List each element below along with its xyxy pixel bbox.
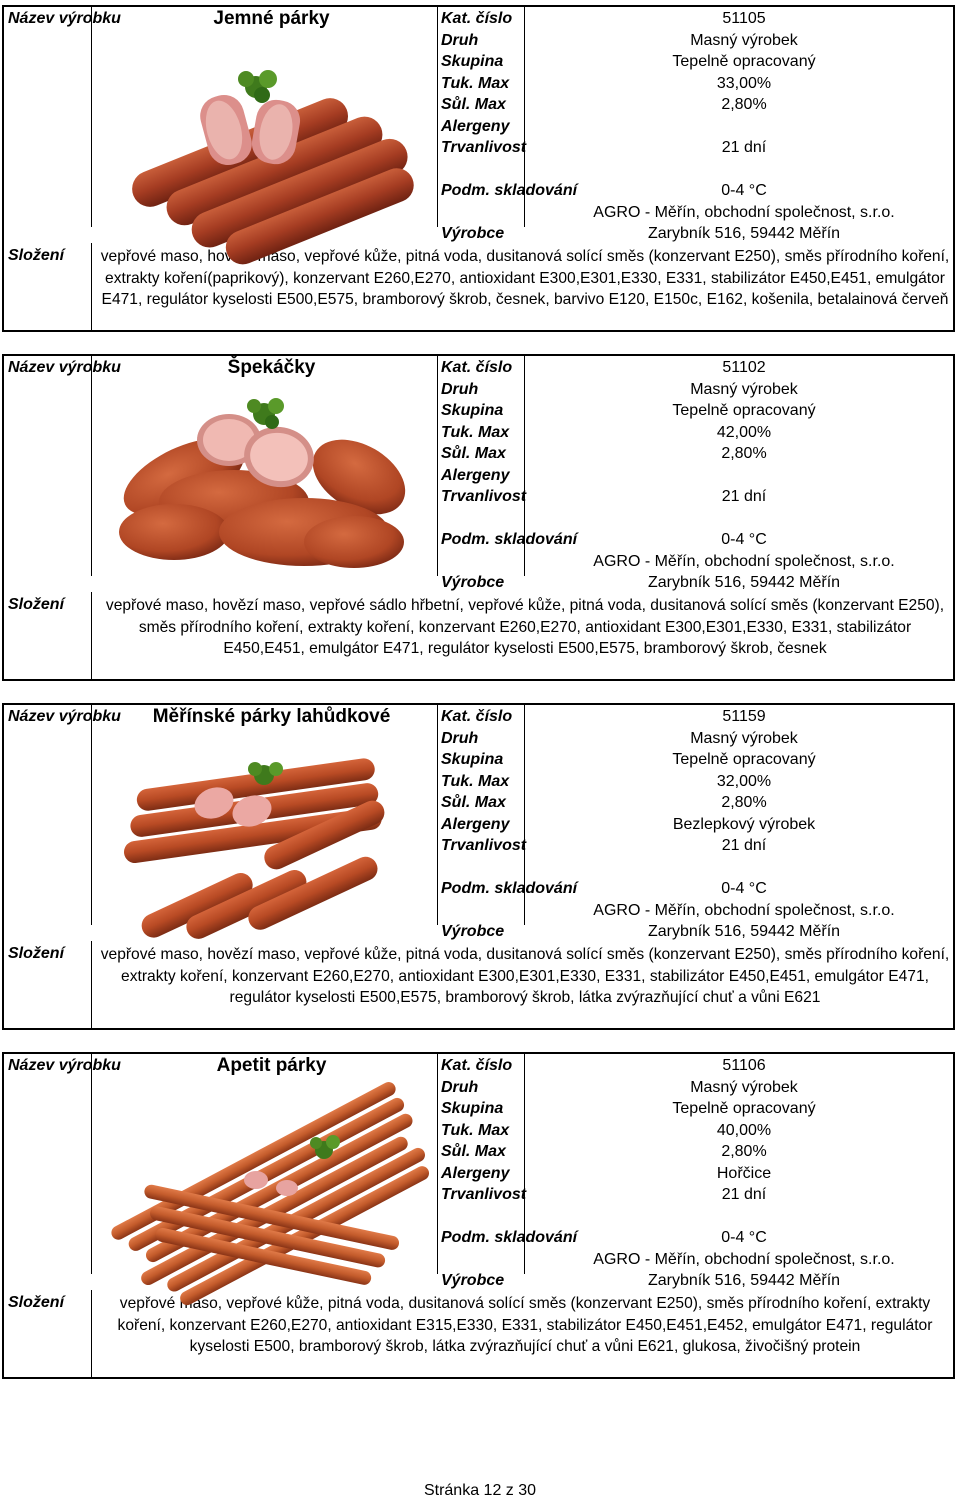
product-name-label: Název výrobku	[8, 1057, 121, 1074]
type-label: Druh	[441, 730, 479, 747]
product-photo	[114, 753, 414, 928]
catalog-number-label: Kat. číslo	[441, 10, 513, 27]
product-title: Apetit párky	[216, 1055, 327, 1076]
salt-label: Sůl. Max	[441, 445, 506, 462]
shelf-life-value: 21 dní	[721, 139, 767, 156]
product-name-label: Název výrobku	[8, 359, 121, 376]
ingredients-label: Složení	[8, 1294, 65, 1311]
manufacturer-address: Zarybník 516, 59442 Měřín	[647, 225, 841, 242]
type-label: Druh	[441, 1079, 479, 1096]
allergens-label: Alergeny	[441, 118, 510, 135]
storage-label: Podm. skladování	[441, 880, 578, 897]
manufacturer-label: Výrobce	[441, 923, 505, 940]
allergens-value: Hořčice	[716, 1165, 772, 1182]
product-name-label: Název výrobku	[8, 708, 121, 725]
catalog-number: 51105	[722, 10, 766, 27]
fat-label: Tuk. Max	[441, 773, 510, 790]
product-name-label: Název výrobku	[8, 10, 121, 27]
shelf-life-label: Trvanlivost	[441, 1186, 527, 1203]
catalog-number: 51159	[722, 708, 766, 725]
storage-label: Podm. skladování	[441, 1229, 578, 1246]
group-label: Skupina	[441, 402, 504, 419]
ingredients-text: vepřové maso, hovězí maso, vepřové sádlo hřbetní, vepřové kůže, pitná voda, dusitanová solící směs (konzervant E250), směs přírodního koření, extrakty koření, konzervant E260,E270, antioxidant E300,E301,E330, E331, stabilizátor E450,E451, emulgátor E471, regulátor kyselosti E500,E575, bramborový škrob, česnek	[105, 597, 945, 657]
salt-value: 2,80%	[721, 445, 767, 462]
manufacturer-address: Zarybník 516, 59442 Měřín	[647, 1272, 841, 1289]
type-label: Druh	[441, 381, 479, 398]
group-value: Tepelně opracovaný	[672, 751, 816, 768]
fat-value: 33,00%	[716, 75, 772, 92]
manufacturer-label: Výrobce	[441, 225, 505, 242]
storage-value: 0-4 °C	[721, 1229, 767, 1246]
manufacturer-label: Výrobce	[441, 574, 505, 591]
shelf-life-label: Trvanlivost	[441, 488, 527, 505]
storage-label: Podm. skladování	[441, 182, 578, 199]
allergens-label: Alergeny	[441, 816, 510, 833]
shelf-life-label: Trvanlivost	[441, 837, 527, 854]
group-value: Tepelně opracovaný	[672, 1100, 816, 1117]
manufacturer-address: Zarybník 516, 59442 Měřín	[647, 574, 841, 591]
group-label: Skupina	[441, 53, 504, 70]
manufacturer-name: AGRO - Měřín, obchodní společnost, s.r.o.	[593, 902, 895, 919]
allergens-label: Alergeny	[441, 467, 510, 484]
salt-label: Sůl. Max	[441, 794, 506, 811]
ingredients-label: Složení	[8, 945, 65, 962]
storage-value: 0-4 °C	[721, 531, 767, 548]
salt-value: 2,80%	[721, 794, 767, 811]
fat-label: Tuk. Max	[441, 1122, 510, 1139]
ingredients-text: vepřové maso, hovězí maso, vepřové kůže, pitná voda, dusitanová solící směs (konzervant E250), směs přírodního koření, extrakty koření(paprikový), konzervant E260,E270, antioxidant E300,E301,E330, E331, stabilizátor E450,E451, emulgátor E471, regulátor kyselosti E500,E575, bramborový škrob, česnek, barvivo E120, E150c, E162, košenila, betalainová červeň	[100, 248, 950, 308]
ingredients-label: Složení	[8, 596, 65, 613]
fat-value: 32,00%	[716, 773, 772, 790]
manufacturer-name: AGRO - Měřín, obchodní společnost, s.r.o.	[593, 204, 895, 221]
group-label: Skupina	[441, 751, 504, 768]
salt-label: Sůl. Max	[441, 96, 506, 113]
catalog-number: 51106	[722, 1057, 766, 1074]
manufacturer-name: AGRO - Měřín, obchodní společnost, s.r.o.	[593, 553, 895, 570]
salt-label: Sůl. Max	[441, 1143, 506, 1160]
ingredients-text: vepřové maso, vepřové kůže, pitná voda, dusitanová solící směs (konzervant E250), směs přírodního koření, extrakty koření, konzervant E260,E270, antioxidant E315,E330, E331, stabilizátor E450,E451,E452, emulgátor E471, regulátor kyselosti E500, bramborový škrob, látka zvýrazňující chuť a vůni E621, glukosa, živočišný protein	[117, 1295, 933, 1355]
ingredients-text: vepřové maso, hovězí maso, vepřové kůže, pitná voda, dusitanová solící směs (konzervant E250), směs přírodního koření, extrakty koření, konzervant E260,E270, antioxidant E300,E301,E330, E331, stabilizátor E450,E451, emulgátor E471, regulátor kyselosti E500,E575, bramborový škrob, látka zvýrazňující chuť a vůni E621	[100, 946, 950, 1006]
page-number: Stránka 12 z 30	[423, 1482, 537, 1499]
product-title: Špekáčky	[227, 357, 316, 378]
type-value: Masný výrobek	[690, 1079, 798, 1096]
manufacturer-label: Výrobce	[441, 1272, 505, 1289]
product-title: Měřínské párky lahůdkové	[152, 706, 391, 727]
salt-value: 2,80%	[721, 96, 767, 113]
shelf-life-value: 21 dní	[721, 488, 767, 505]
group-label: Skupina	[441, 1100, 504, 1117]
product-title: Jemné párky	[213, 8, 330, 29]
salt-value: 2,80%	[721, 1143, 767, 1160]
ingredients-label: Složení	[8, 247, 65, 264]
storage-value: 0-4 °C	[721, 880, 767, 897]
catalog-number-label: Kat. číslo	[441, 359, 513, 376]
group-value: Tepelně opracovaný	[672, 53, 816, 70]
shelf-life-value: 21 dní	[721, 837, 767, 854]
storage-value: 0-4 °C	[721, 182, 767, 199]
catalog-number: 51102	[722, 359, 766, 376]
product-card	[2, 703, 955, 1030]
catalog-number-label: Kat. číslo	[441, 1057, 513, 1074]
type-value: Masný výrobek	[690, 730, 798, 747]
group-value: Tepelně opracovaný	[672, 402, 816, 419]
product-card	[2, 5, 955, 332]
allergens-label: Alergeny	[441, 1165, 510, 1182]
product-photo	[119, 1090, 419, 1280]
type-label: Druh	[441, 32, 479, 49]
allergens-value: Bezlepkový výrobek	[672, 816, 816, 833]
fat-label: Tuk. Max	[441, 424, 510, 441]
shelf-life-label: Trvanlivost	[441, 139, 527, 156]
product-photo	[104, 55, 424, 225]
type-value: Masný výrobek	[690, 32, 798, 49]
manufacturer-name: AGRO - Měřín, obchodní společnost, s.r.o.	[593, 1251, 895, 1268]
fat-value: 40,00%	[716, 1122, 772, 1139]
fat-label: Tuk. Max	[441, 75, 510, 92]
storage-label: Podm. skladování	[441, 531, 578, 548]
catalog-number-label: Kat. číslo	[441, 708, 513, 725]
fat-value: 42,00%	[716, 424, 772, 441]
product-card	[2, 1052, 955, 1379]
shelf-life-value: 21 dní	[721, 1186, 767, 1203]
product-photo	[114, 392, 414, 577]
manufacturer-address: Zarybník 516, 59442 Měřín	[647, 923, 841, 940]
type-value: Masný výrobek	[690, 381, 798, 398]
product-card	[2, 354, 955, 681]
